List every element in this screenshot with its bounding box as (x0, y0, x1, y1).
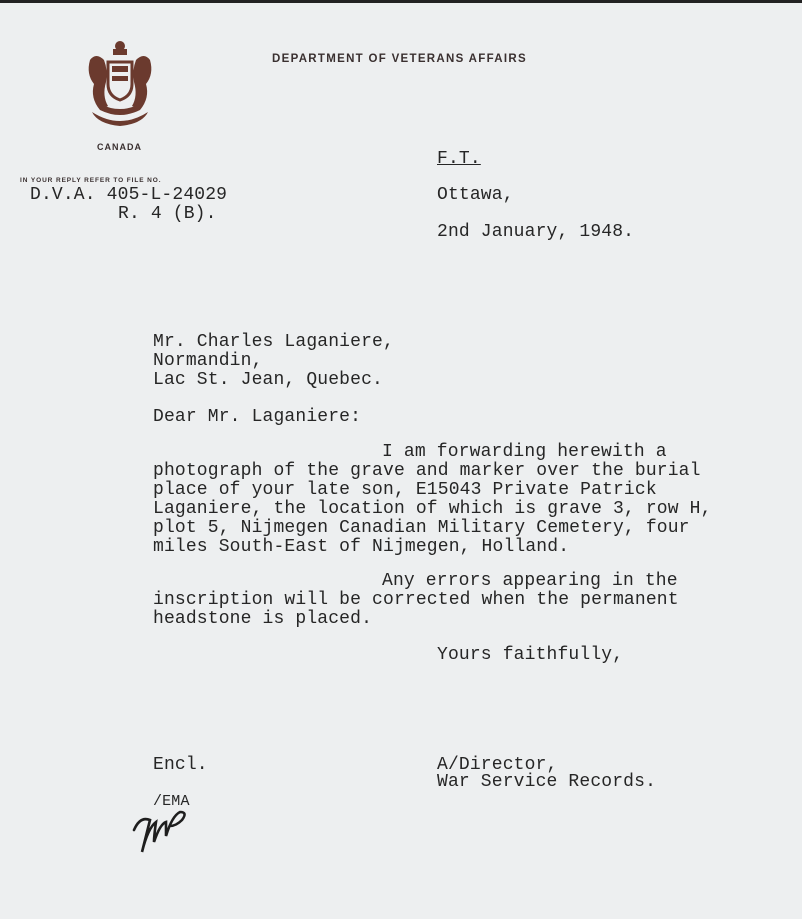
body-line: photograph of the grave and marker over the burial (153, 461, 701, 481)
reply-reference-label: IN YOUR REPLY REFER TO FILE NO. (20, 177, 162, 184)
recipient-name: Mr. Charles Laganiere, (153, 332, 394, 352)
enclosure-note: Encl. (153, 755, 208, 775)
signatory-title: A/Director, (437, 755, 558, 775)
closing: Yours faithfully, (437, 645, 624, 665)
date: 2nd January, 1948. (437, 222, 635, 242)
signatory-office: War Service Records. (437, 772, 657, 792)
initials: F.T. (437, 149, 481, 169)
scan-border (0, 0, 802, 3)
body-line: Laganiere, the location of which is grave 3, row H, (153, 499, 712, 519)
city: Ottawa, (437, 185, 514, 205)
recipient-town: Normandin, (153, 351, 263, 371)
country-label: CANADA (97, 142, 142, 152)
body-line: I am forwarding herewith a (382, 442, 667, 462)
body-line: miles South-East of Nijmegen, Holland. (153, 537, 570, 557)
handwritten-initials-signature (130, 808, 192, 858)
typist-reference: /EMA (153, 793, 190, 810)
body-line: place of your late son, E15043 Private Patrick (153, 480, 657, 500)
coat-of-arms-icon (86, 40, 154, 128)
file-number: D.V.A. 405-L-24029 (30, 185, 228, 205)
salutation: Dear Mr. Laganiere: (153, 407, 362, 427)
body-line: plot 5, Nijmegen Canadian Military Cemetery, four (153, 518, 690, 538)
body-line: inscription will be corrected when the permanent (153, 590, 679, 610)
body-line: Any errors appearing in the (382, 571, 678, 591)
recipient-region: Lac St. Jean, Quebec. (153, 370, 383, 390)
body-line: headstone is placed. (153, 609, 373, 629)
department-heading: DEPARTMENT OF VETERANS AFFAIRS (272, 53, 527, 65)
file-reference: R. 4 (B). (118, 204, 217, 224)
